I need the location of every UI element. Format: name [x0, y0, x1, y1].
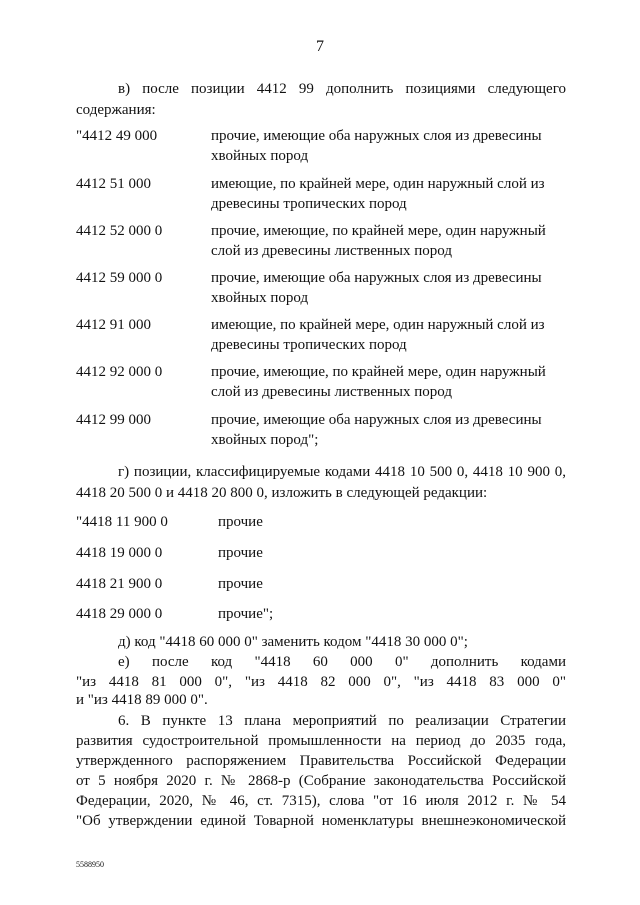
paragraph-g-line1: г) позиции, классифицируемые кодами 4418 10 500 0, 4418 10 900 0, — [118, 464, 566, 480]
table-v-code: 4412 91 000 — [76, 317, 151, 333]
table-g-desc: прочие — [218, 514, 263, 530]
paragraph-6-line2: развития судостроительной промышленности на период до 2035 года, — [76, 733, 566, 749]
paragraph-v-line2: содержания: — [76, 102, 156, 118]
paragraph-6-line4: от 5 ноября 2020 г. № 2868-р (Собрание законодательства Российской — [76, 773, 566, 789]
table-v-code: 4412 59 000 0 — [76, 270, 163, 286]
table-v-desc: имеющие, по крайней мере, один наружный слой из древесины тропических пород — [211, 317, 545, 353]
paragraph-v-line1: в) после позиции 4412 99 дополнить позициями следующего — [118, 81, 566, 97]
paragraph-6-line1: 6. В пункте 13 плана мероприятий по реализации Стратегии — [118, 713, 566, 729]
table-g-desc: прочие — [218, 576, 263, 592]
paragraph-e-line2: "из 4418 81 000 0", "из 4418 82 000 0", "из 4418 83 000 0" — [76, 674, 566, 690]
table-g-code: 4418 21 900 0 — [76, 576, 163, 592]
table-v-desc: прочие, имеющие оба наружных слоя из древесины хвойных пород — [211, 128, 542, 164]
table-g-code: 4418 19 000 0 — [76, 545, 163, 561]
table-v-desc: прочие, имеющие, по крайней мере, один наружный слой из древесины лиственных пород — [211, 223, 546, 259]
paragraph-6-line6: "Об утверждении единой Товарной номенклатуры внешнеэкономической — [76, 813, 566, 829]
paragraph-6-line3: утвержденного распоряжением Правительства Российской Федерации — [76, 753, 566, 769]
table-v-code: 4412 92 000 0 — [76, 364, 163, 380]
table-v-code: 4412 52 000 0 — [76, 223, 163, 239]
table-g-desc: прочие"; — [218, 606, 274, 622]
page-number: 7 — [316, 38, 324, 55]
paragraph-e-line3: и "из 4418 89 000 0". — [76, 692, 208, 708]
paragraph-6-line5: Федерации, 2020, № 46, ст. 7315), слова "от 16 июля 2012 г. № 54 — [76, 793, 566, 809]
table-v-desc: прочие, имеющие оба наружных слоя из древесины хвойных пород — [211, 270, 542, 306]
table-v-desc: прочие, имеющие оба наружных слоя из древесины хвойных пород"; — [211, 412, 542, 448]
paragraph-g-line2: 4418 20 500 0 и 4418 20 800 0, изложить в следующей редакции: — [76, 485, 488, 501]
table-v-code: 4412 99 000 — [76, 412, 151, 428]
table-v-code: "4412 49 000 — [76, 128, 158, 144]
table-g-code: 4418 29 000 0 — [76, 606, 163, 622]
paragraph-e-line1: е) после код "4418 60 000 0" дополнить кодами — [118, 654, 566, 670]
table-g-code: "4418 11 900 0 — [76, 514, 168, 530]
document-footer-code: 5588950 — [76, 860, 104, 869]
table-g-desc: прочие — [218, 545, 263, 561]
table-v-code: 4412 51 000 — [76, 176, 151, 192]
table-v-desc: имеющие, по крайней мере, один наружный слой из древесины тропических пород — [211, 176, 545, 212]
paragraph-d: д) код "4418 60 000 0" заменить кодом "4418 30 000 0"; — [118, 634, 468, 650]
table-v-desc: прочие, имеющие, по крайней мере, один наружный слой из древесины лиственных пород — [211, 364, 546, 400]
